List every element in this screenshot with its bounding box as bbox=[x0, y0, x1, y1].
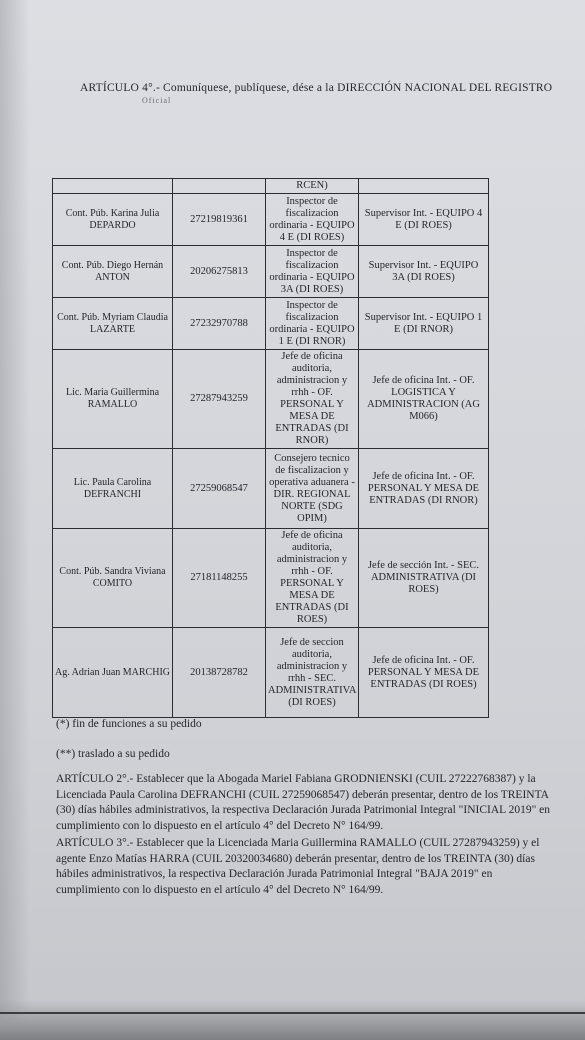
previous-function: Inspector de fiscalizacion ordinaria - EQUIPO 3A (DI ROES) bbox=[266, 246, 359, 298]
article-3-line: ARTÍCULO 3°.- Establecer que la Licenciada Maria Guillermina RAMALLO (CUIL 27287943259) y el bbox=[56, 837, 540, 849]
previous-function: Inspector de fiscalizacion ordinaria - EQUIPO 1 E (DI RNOR) bbox=[266, 298, 359, 350]
previous-function: Jefe de seccion auditoria, administracion y rrhh - SEC. ADMINISTRATIVA (DI ROES) bbox=[266, 628, 359, 718]
employee-name: Cont. Púb. Myriam Claudia LAZARTE bbox=[53, 298, 173, 350]
page-bottom-edge bbox=[0, 1012, 585, 1014]
table-row bbox=[53, 449, 489, 529]
employee-cuil: 27232970788 bbox=[173, 298, 266, 350]
employee-cuil: 27259068547 bbox=[173, 449, 266, 529]
employee-cuil: 20206275813 bbox=[173, 246, 266, 298]
table-row bbox=[53, 529, 489, 628]
employee-cuil: 27181148255 bbox=[173, 529, 266, 628]
article-3-line: hábiles administrativos, la respectiva Declaración Jurada Patrimonial Integral "BAJA 2019" en bbox=[56, 868, 493, 880]
footnote-end-of-functions: (*) fin de funciones a su pedido bbox=[56, 718, 202, 730]
article-2-line: Licenciada Paula Carolina DEFRANCHI (CUIL 27259068547) deberán presentar, dentro de los TREINTA bbox=[56, 788, 549, 801]
employee-cuil: 20138728782 bbox=[173, 628, 266, 718]
article-4-heading: ARTÍCULO 4°.- Comuníquese, publíquese, dése a la DIRECCIÓN NACIONAL DEL REGISTRO bbox=[80, 82, 553, 94]
article-2-paragraph bbox=[56, 772, 585, 834]
table-row bbox=[53, 350, 489, 449]
previous-function: Jefe de oficina auditoria, administracion y rrhh - OF. PERSONAL Y MESA DE ENTRADAS (DI RNOR) bbox=[266, 350, 359, 449]
article-4-cut-line: Oficial bbox=[142, 96, 172, 105]
table-row bbox=[53, 298, 489, 350]
personnel-table bbox=[52, 178, 489, 718]
article-3-line: agente Enzo Matías HARRA (CUIL 20320034680) deberán presentar, dentro de los TREINTA (30) días bbox=[56, 852, 535, 865]
employee-cuil: 27287943259 bbox=[173, 350, 266, 449]
table-cell bbox=[53, 179, 173, 194]
new-function: Jefe de oficina Int. - OF. LOGISTICA Y ADMINISTRACION (AG M066) bbox=[359, 350, 489, 449]
previous-function: Consejero tecnico de fiscalizacion y operativa aduanera - DIR. REGIONAL NORTE (SDG OPIM) bbox=[266, 449, 359, 529]
employee-name: Lic. Maria Guillermina RAMALLO bbox=[53, 350, 173, 449]
new-function: Jefe de sección Int. - SEC. ADMINISTRATIVA (DI ROES) bbox=[359, 529, 489, 628]
new-function: Jefe de oficina Int. - OF. PERSONAL Y MESA DE ENTRADAS (DI ROES) bbox=[359, 628, 489, 718]
previous-function: Inspector de fiscalizacion ordinaria - EQUIPO 4 E (DI ROES) bbox=[266, 194, 359, 246]
table-cell bbox=[173, 179, 266, 194]
article-3-line: cumplimiento con lo dispuesto en el artículo 4° del Decreto N° 164/99. bbox=[56, 883, 384, 896]
table-row bbox=[53, 628, 489, 718]
footnote-transfer: (**) traslado a su pedido bbox=[56, 748, 170, 760]
table-cell bbox=[359, 179, 489, 194]
article-2-line: (30) días hábiles administrativos, la respectiva Declaración Jurada Patrimonial Integral "INICIAL 2019" en bbox=[56, 804, 551, 816]
employee-cuil: 27219819361 bbox=[173, 194, 266, 246]
new-function: Supervisor Int. - EQUIPO 4 E (DI ROES) bbox=[359, 194, 489, 246]
employee-name: Lic. Paula Carolina DEFRANCHI bbox=[53, 449, 173, 529]
table-row bbox=[53, 194, 489, 246]
article-2-line: ARTÍCULO 2°.- Establecer que la Abogada Mariel Fabiana GRODNIENSKI (CUIL 27222768387) y la bbox=[56, 773, 536, 785]
employee-name: Ag. Adrian Juan MARCHIG bbox=[53, 628, 173, 718]
page-shadow bbox=[0, 0, 30, 1040]
page-bottom-shadow bbox=[0, 1000, 585, 1040]
article-2-line: cumplimiento con lo dispuesto en el artículo 4° del Decreto N° 164/99. bbox=[56, 819, 384, 832]
table-row bbox=[53, 179, 489, 194]
employee-name: Cont. Púb. Sandra Viviana COMITO bbox=[53, 529, 173, 628]
new-function: Supervisor Int. - EQUIPO 1 E (DI RNOR) bbox=[359, 298, 489, 350]
table-row bbox=[53, 246, 489, 298]
new-function: Supervisor Int. - EQUIPO 3A (DI ROES) bbox=[359, 246, 489, 298]
employee-name: Cont. Púb. Karina Julia DEPARDO bbox=[53, 194, 173, 246]
employee-name: Cont. Púb. Diego Hernán ANTON bbox=[53, 246, 173, 298]
article-3-paragraph bbox=[56, 836, 585, 898]
new-function: Jefe de oficina Int. - OF. PERSONAL Y MESA DE ENTRADAS (DI RNOR) bbox=[359, 449, 489, 529]
previous-function: Jefe de oficina auditoria, administracion y rrhh - OF. PERSONAL Y MESA DE ENTRADAS (DI ROES) bbox=[266, 529, 359, 628]
table-cell: RCEN) bbox=[266, 179, 359, 194]
